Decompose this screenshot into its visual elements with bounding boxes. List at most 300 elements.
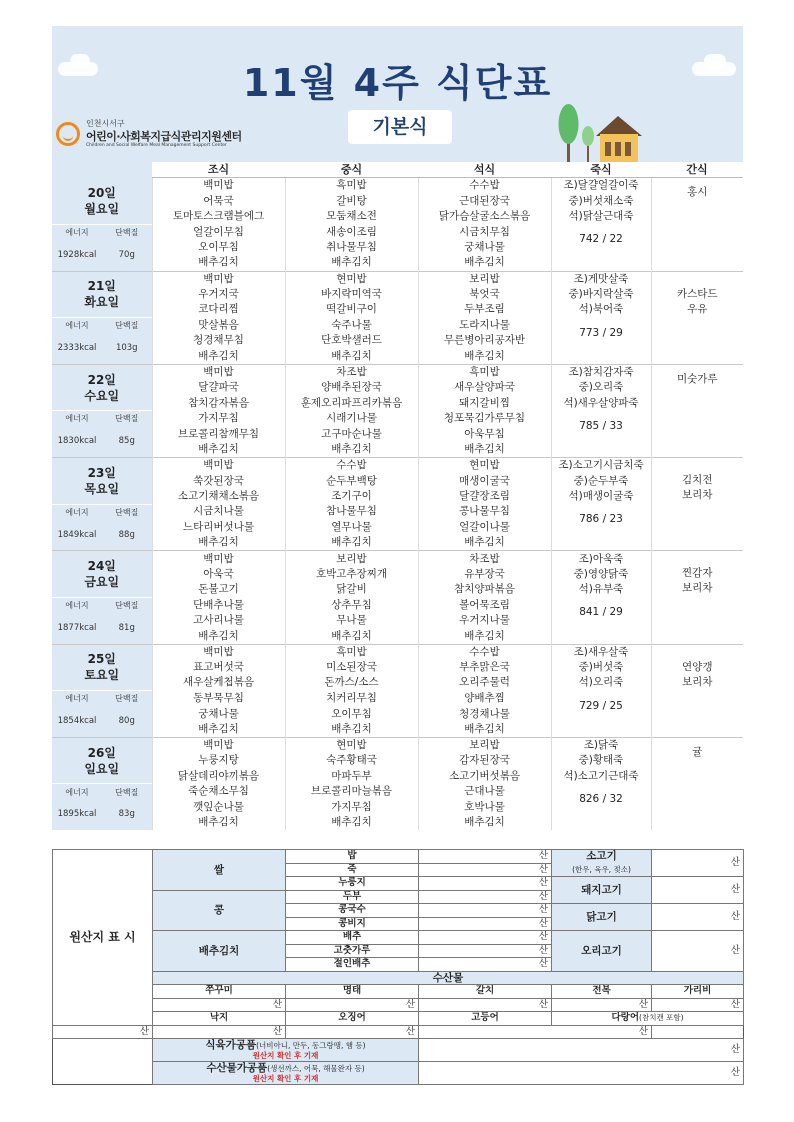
menu-row	[52, 364, 743, 380]
energy-label: 에너지	[52, 224, 102, 240]
origin-value: 산	[552, 998, 652, 1012]
seafood-item: 명태	[286, 985, 419, 999]
snack-item: 홍시	[687, 186, 708, 199]
origin-category-duck: 오리고기	[552, 931, 652, 972]
energy-value: 1849kcal	[52, 520, 102, 551]
origin-value: 산	[153, 998, 286, 1012]
day-cell	[52, 364, 152, 410]
breakfast-item: 쑥갓된장국	[152, 473, 285, 488]
porridge-empty	[551, 815, 651, 830]
sea-processed-label: 수산물가공품	[206, 1062, 268, 1074]
menu-body	[52, 178, 743, 830]
lunch-item: 양배추된장국	[285, 380, 418, 395]
day-date: 26일	[87, 745, 116, 760]
porridge-item: 중)버섯죽	[551, 660, 651, 675]
lunch-item: 배추김치	[285, 628, 418, 644]
breakfast-item: 단배추나물	[152, 597, 285, 613]
day-weekday: 목요일	[84, 481, 120, 496]
dinner-item: 차조밥	[418, 551, 551, 567]
lunch-item: 가지무침	[285, 800, 418, 815]
breakfast-item: 누룽지탕	[152, 753, 285, 768]
snack-item: 카스타드	[676, 287, 718, 300]
dinner-item: 소고기버섯볶음	[418, 769, 551, 784]
breakfast-item: 느타리버섯나물	[152, 520, 285, 535]
dinner-item: 배추김치	[418, 535, 551, 551]
protein-label: 단백질	[102, 224, 152, 240]
porridge-empty	[551, 442, 651, 458]
breakfast-item: 얼갈이무침	[152, 224, 285, 240]
dinner-item: 부추맑은국	[418, 660, 551, 675]
protein-label: 단백질	[102, 317, 152, 333]
menu-row	[52, 815, 743, 830]
lunch-item: 갈비탕	[285, 194, 418, 209]
lunch-item: 배추김치	[285, 535, 418, 551]
logo-region: 인천시서구	[86, 119, 125, 128]
seafood-item: 고등어	[419, 1012, 552, 1026]
origin-category-beef	[552, 850, 652, 877]
day-weekday: 화요일	[84, 295, 120, 310]
dinner-item: 우거지나물	[418, 613, 551, 628]
lunch-item: 훈제오리파프리카볶음	[285, 395, 418, 410]
breakfast-item: 배추김치	[152, 815, 285, 830]
house-trees-illustration	[554, 102, 650, 162]
column-header: 죽식	[551, 162, 651, 178]
porridge-nutrition: 786 / 23	[551, 504, 651, 535]
menu-row	[52, 194, 743, 209]
protein-value: 81g	[102, 613, 152, 644]
menu-row	[52, 209, 743, 224]
breakfast-item: 동부묵무침	[152, 691, 285, 707]
dinner-item: 콩나물무침	[418, 504, 551, 520]
menu-row	[52, 442, 743, 458]
origin-item: 두부	[286, 890, 419, 904]
porridge-item: 조)소고기시금치죽	[551, 458, 651, 474]
breakfast-item: 배추김치	[152, 349, 285, 365]
breakfast-item: 청경채무침	[152, 333, 285, 348]
day-cell	[52, 271, 152, 317]
lunch-item: 보리밥	[285, 551, 418, 567]
breakfast-item: 백미밥	[152, 644, 285, 660]
header-banner	[52, 26, 743, 162]
menu-row	[52, 473, 743, 488]
lunch-item: 조기구이	[285, 489, 418, 504]
porridge-item: 중)버섯채소죽	[551, 194, 651, 209]
breakfast-item: 토마토스크램블에그	[152, 209, 285, 224]
dinner-item: 감자된장국	[418, 753, 551, 768]
porridge-empty	[551, 535, 651, 551]
page-title: 11월 4주 식단표	[242, 61, 553, 105]
dinner-item: 배추김치	[418, 255, 551, 271]
lunch-item: 취나물무침	[285, 240, 418, 255]
lunch-item: 참나물무침	[285, 504, 418, 520]
origin-value: 산	[286, 1025, 419, 1039]
dinner-item: 근대나물	[418, 784, 551, 800]
meat-processed-cell	[153, 1039, 419, 1062]
porridge-item: 중)순두부죽	[551, 473, 651, 488]
breakfast-item: 백미밥	[152, 551, 285, 567]
porridge-nutrition: 729 / 25	[551, 691, 651, 722]
dinner-item: 흑미밥	[418, 364, 551, 380]
breakfast-item: 백미밥	[152, 364, 285, 380]
dinner-item: 오리주물럭	[418, 675, 551, 690]
snack-item: 연양갱	[682, 660, 713, 673]
smile-logo-icon	[56, 122, 80, 146]
lunch-item: 바지락미역국	[285, 287, 418, 302]
snack-item: 우유	[687, 302, 708, 315]
origin-category-pork: 돼지고기	[552, 877, 652, 904]
lunch-item: 호박고추장찌개	[285, 567, 418, 582]
breakfast-item: 궁채나물	[152, 706, 285, 721]
breakfast-item: 소고기채채소볶음	[152, 489, 285, 504]
snack-cell	[651, 644, 743, 737]
protein-value: 80g	[102, 706, 152, 737]
origin-value: 산	[419, 917, 552, 931]
lunch-item: 미소된장국	[285, 660, 418, 675]
snack-item: 보리차	[682, 489, 713, 502]
porridge-nutrition: 785 / 33	[551, 411, 651, 442]
origin-category-bean: 콩	[153, 890, 286, 931]
lunch-item: 마파두부	[285, 769, 418, 784]
day-weekday: 금요일	[84, 575, 120, 590]
menu-row	[52, 489, 743, 504]
origin-value: 산	[419, 958, 552, 972]
dinner-item: 돼지갈비찜	[418, 395, 551, 410]
snack-item: 김치전	[682, 474, 713, 487]
breakfast-item: 고사리나물	[152, 613, 285, 628]
dinner-item: 배추김치	[418, 815, 551, 830]
breakfast-item: 참치감자볶음	[152, 395, 285, 410]
dinner-item: 참치양파볶음	[418, 582, 551, 597]
day-date: 21일	[87, 279, 116, 294]
snack-item: 보리차	[682, 582, 713, 595]
day-date: 24일	[87, 559, 116, 574]
day-cell	[52, 458, 152, 504]
dinner-item: 호박나물	[418, 800, 551, 815]
weekly-menu-table	[52, 162, 743, 830]
lunch-item: 현미밥	[285, 271, 418, 287]
dinner-item: 배추김치	[418, 628, 551, 644]
porridge-nutrition: 773 / 29	[551, 317, 651, 348]
porridge-item: 석)매생이굴죽	[551, 489, 651, 504]
porridge-empty	[551, 349, 651, 365]
dinner-item: 볼어묵조림	[418, 597, 551, 613]
logo-english: Children and Social Welfare Meal Management Support Center	[86, 143, 227, 148]
menu-row	[52, 271, 743, 287]
origin-value: 산	[419, 1062, 744, 1085]
energy-label: 에너지	[52, 317, 102, 333]
menu-row	[52, 380, 743, 395]
menu-row	[52, 349, 743, 365]
tuna-note: (참치캔 포함)	[639, 1013, 684, 1023]
breakfast-item: 달걀파국	[152, 380, 285, 395]
dinner-item: 매생이굴국	[418, 473, 551, 488]
protein-value: 85g	[102, 427, 152, 458]
origin-value: 산	[419, 850, 552, 864]
dinner-item: 달걀장조림	[418, 489, 551, 504]
origin-value: 산	[419, 877, 552, 891]
menu-row	[52, 567, 743, 582]
energy-label: 에너지	[52, 504, 102, 520]
menu-row	[52, 722, 743, 738]
menu-row	[52, 737, 743, 753]
breakfast-item: 오이무침	[152, 240, 285, 255]
breakfast-item: 우거지국	[152, 287, 285, 302]
lunch-item: 숙주황태국	[285, 753, 418, 768]
menu-row	[52, 395, 743, 410]
center-logo	[56, 120, 246, 154]
lunch-item: 현미밥	[285, 737, 418, 753]
menu-row	[52, 675, 743, 690]
origin-item: 콩비지	[286, 917, 419, 931]
breakfast-item: 배추김치	[152, 442, 285, 458]
origin-value: 산	[419, 931, 552, 945]
lunch-item: 숙주나물	[285, 317, 418, 333]
menu-row	[52, 769, 743, 784]
breakfast-item: 배추김치	[152, 722, 285, 738]
origin-item: 절인배추	[286, 958, 419, 972]
day-weekday: 토요일	[84, 668, 120, 683]
snack-cell	[651, 737, 743, 830]
menu-row	[52, 458, 743, 474]
menu-row	[52, 551, 743, 567]
day-weekday: 월요일	[84, 201, 120, 216]
lunch-item: 떡갈비구이	[285, 302, 418, 317]
menu-header-row	[52, 162, 743, 178]
seafood-item: 가리비	[652, 985, 744, 999]
protein-value: 103g	[102, 333, 152, 364]
day-weekday: 수요일	[84, 388, 120, 403]
dinner-item: 보리밥	[418, 271, 551, 287]
meat-processed-label: 식육가공품	[205, 1039, 257, 1051]
origin-table	[52, 849, 744, 1085]
breakfast-item: 돈불고기	[152, 582, 285, 597]
menu-row	[52, 628, 743, 644]
lunch-item: 모둠채소전	[285, 209, 418, 224]
lunch-item: 오이무침	[285, 706, 418, 721]
breakfast-item: 배추김치	[152, 535, 285, 551]
origin-value: 산	[419, 1025, 652, 1039]
energy-value: 2333kcal	[52, 333, 102, 364]
menu-row	[52, 784, 743, 800]
beef-note: (한우, 육우, 젖소)	[572, 865, 631, 874]
day-date: 22일	[87, 372, 116, 387]
seafood-item: 오징어	[286, 1012, 419, 1026]
day-cell	[52, 178, 152, 224]
origin-value: 산	[419, 944, 552, 958]
tuna-label: 다랑어	[611, 1012, 640, 1024]
breakfast-item: 백미밥	[152, 737, 285, 753]
protein-value: 70g	[102, 240, 152, 271]
sea-processed-warning: 원산지 확인 후 기재	[252, 1074, 319, 1083]
lunch-item: 흑미밥	[285, 178, 418, 194]
menu-row	[52, 504, 743, 520]
porridge-item: 조)달걀얼갈이죽	[551, 178, 651, 194]
dinner-item: 궁채나물	[418, 240, 551, 255]
lunch-item: 치커리무침	[285, 691, 418, 707]
porridge-item: 석)소고기근대죽	[551, 769, 651, 784]
day-cell	[52, 551, 152, 597]
menu-row	[52, 535, 743, 551]
energy-value: 1895kcal	[52, 800, 102, 831]
porridge-nutrition: 742 / 22	[551, 224, 651, 255]
porridge-empty	[551, 628, 651, 644]
lunch-item: 순두부백탕	[285, 473, 418, 488]
dinner-item: 북엇국	[418, 287, 551, 302]
dinner-item: 배추김치	[418, 349, 551, 365]
breakfast-item: 브로콜리참깨무침	[152, 427, 285, 442]
porridge-item: 석)북어죽	[551, 302, 651, 317]
energy-label: 에너지	[52, 784, 102, 800]
meat-processed-warning: 원산지 확인 후 기재	[252, 1051, 319, 1060]
menu-type-badge: 기본식	[348, 110, 452, 144]
dinner-item: 청경채나물	[418, 706, 551, 721]
porridge-item: 조)아욱죽	[551, 551, 651, 567]
origin-category-kimchi: 배추김치	[153, 931, 286, 972]
origin-item: 밥	[286, 850, 419, 864]
breakfast-item: 백미밥	[152, 458, 285, 474]
breakfast-item: 백미밥	[152, 178, 285, 194]
lunch-item: 새송이조림	[285, 224, 418, 240]
logo-name: 어린이·사회복지급식관리지원센터	[86, 130, 242, 143]
dinner-item: 배추김치	[418, 722, 551, 738]
protein-label: 단백질	[102, 411, 152, 427]
dinner-item: 아욱무침	[418, 427, 551, 442]
column-header: 조식	[152, 162, 285, 178]
sea-processed-note: (생선까스, 어묵, 해물완자 등)	[267, 1064, 365, 1073]
seafood-item-tuna	[552, 1012, 744, 1026]
menu-row	[52, 255, 743, 271]
origin-item: 배추	[286, 931, 419, 945]
porridge-nutrition: 841 / 29	[551, 597, 651, 628]
snack-item: 찐감자	[682, 567, 713, 580]
dinner-item: 무른병아리공자반	[418, 333, 551, 348]
day-date: 25일	[87, 652, 116, 667]
porridge-item: 조)게맛살죽	[551, 271, 651, 287]
menu-row	[52, 753, 743, 768]
breakfast-item: 깻잎순나물	[152, 800, 285, 815]
seafood-item: 쭈꾸미	[153, 985, 286, 999]
origin-value: 산	[419, 1039, 744, 1062]
origin-value: 산	[419, 863, 552, 877]
energy-label: 에너지	[52, 691, 102, 707]
menu-row	[52, 287, 743, 302]
origin-value: 산	[153, 1025, 286, 1039]
origin-value: 산	[286, 998, 419, 1012]
porridge-item: 석)오리죽	[551, 675, 651, 690]
breakfast-item: 맛살볶음	[152, 317, 285, 333]
snack-cell	[651, 458, 743, 551]
snack-cell	[651, 178, 743, 271]
lunch-item: 상추무침	[285, 597, 418, 613]
protein-label: 단백질	[102, 784, 152, 800]
lunch-item: 고구마순나물	[285, 427, 418, 442]
day-cell	[52, 644, 152, 690]
lunch-item: 시래기나물	[285, 411, 418, 427]
origin-item: 콩국수	[286, 904, 419, 918]
column-header: 석식	[418, 162, 551, 178]
meat-processed-note: (너비아니, 만두, 동그랑땡, 햄 등)	[256, 1041, 366, 1050]
seafood-item: 갈치	[419, 985, 552, 999]
dinner-item: 보리밥	[418, 737, 551, 753]
breakfast-item: 어묵국	[152, 194, 285, 209]
snack-cell	[651, 551, 743, 644]
day-date: 20일	[87, 185, 116, 200]
breakfast-item: 죽순채소무침	[152, 784, 285, 800]
energy-value: 1854kcal	[52, 706, 102, 737]
seafood-item: 전복	[552, 985, 652, 999]
porridge-item: 중)영양닭죽	[551, 567, 651, 582]
dinner-item: 수수밥	[418, 644, 551, 660]
breakfast-item: 백미밥	[152, 271, 285, 287]
porridge-item: 중)황태죽	[551, 753, 651, 768]
menu-row	[52, 411, 743, 427]
sea-processed-cell	[153, 1062, 419, 1085]
header-corner	[52, 162, 152, 178]
dinner-item: 얼갈이나물	[418, 520, 551, 535]
breakfast-item: 표고버섯국	[152, 660, 285, 675]
origin-value: 산	[53, 1025, 153, 1039]
lunch-item: 돈까스/소스	[285, 675, 418, 690]
porridge-item: 중)바지락살죽	[551, 287, 651, 302]
breakfast-item: 가지무침	[152, 411, 285, 427]
lunch-item: 차조밥	[285, 364, 418, 380]
dinner-item: 닭가슴살굴소스볶음	[418, 209, 551, 224]
origin-item: 죽	[286, 863, 419, 877]
origin-title: 원산지 표 시	[53, 850, 153, 1026]
protein-value: 88g	[102, 520, 152, 551]
lunch-item: 배추김치	[285, 815, 418, 830]
lunch-item: 배추김치	[285, 442, 418, 458]
origin-value: 산	[652, 904, 744, 931]
porridge-empty	[551, 722, 651, 738]
origin-value: 산	[652, 931, 744, 972]
menu-row	[52, 178, 743, 194]
lunch-item: 브로콜리마늘볶음	[285, 784, 418, 800]
lunch-item: 배추김치	[285, 722, 418, 738]
lunch-item: 흑미밥	[285, 644, 418, 660]
menu-row	[52, 582, 743, 597]
menu-row	[52, 302, 743, 317]
dinner-item: 유부장국	[418, 567, 551, 582]
menu-row	[52, 317, 743, 333]
energy-value: 1928kcal	[52, 240, 102, 271]
energy-value: 1877kcal	[52, 613, 102, 644]
lunch-item: 배추김치	[285, 255, 418, 271]
dinner-item: 두부조림	[418, 302, 551, 317]
breakfast-item: 배추김치	[152, 255, 285, 271]
menu-row	[52, 660, 743, 675]
dinner-item: 양배추찜	[418, 691, 551, 707]
origin-category-rice: 쌀	[153, 850, 286, 891]
day-weekday: 일요일	[84, 761, 120, 776]
day-date: 23일	[87, 465, 116, 480]
breakfast-item: 코다리찜	[152, 302, 285, 317]
dinner-item: 새우살양파국	[418, 380, 551, 395]
origin-value: 산	[419, 890, 552, 904]
menu-row	[52, 224, 743, 240]
energy-label: 에너지	[52, 411, 102, 427]
column-header: 간식	[651, 162, 743, 178]
origin-value: 산	[652, 998, 744, 1012]
porridge-item: 석)유부죽	[551, 582, 651, 597]
protein-value: 83g	[102, 800, 152, 831]
snack-cell	[651, 271, 743, 364]
origin-category-chicken: 닭고기	[552, 904, 652, 931]
energy-value: 1830kcal	[52, 427, 102, 458]
porridge-item: 중)오리죽	[551, 380, 651, 395]
lunch-item: 배추김치	[285, 349, 418, 365]
dinner-item: 현미밥	[418, 458, 551, 474]
